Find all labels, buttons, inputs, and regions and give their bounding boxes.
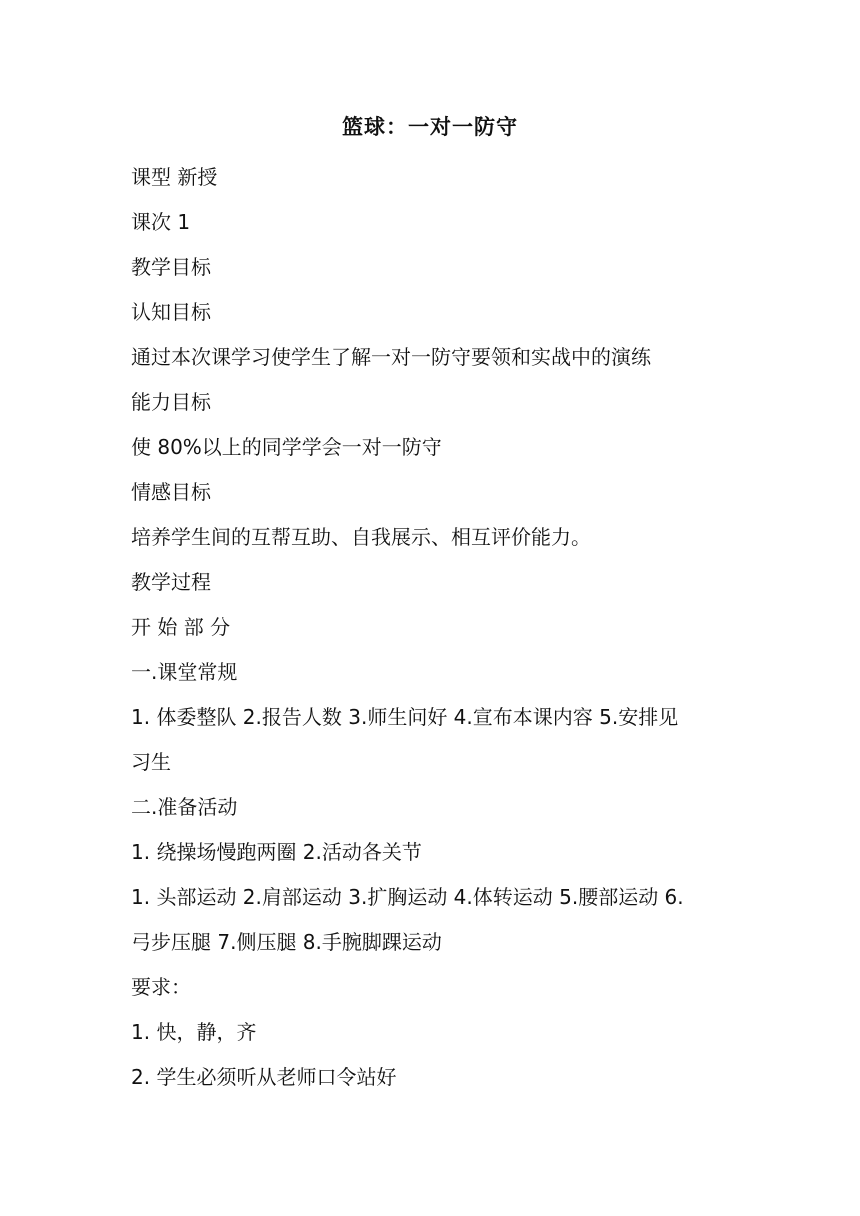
emotional-goal-heading: 情感目标 xyxy=(131,480,211,504)
cognitive-goal-text: 通过本次课学习使学生了解一对一防守要领和实战中的演练 xyxy=(131,345,651,369)
ability-goal-text: 使 80%以上的同学学会一对一防守 xyxy=(131,435,442,459)
teaching-process-heading: 教学过程 xyxy=(131,570,211,594)
class-routine-steps: 1. 体委整队 2.报告人数 3.师生问好 4.宣布本课内容 5.安排见 xyxy=(131,705,679,729)
lesson-type-line: 课型 新授 xyxy=(131,165,218,189)
opening-section-heading: 开 始 部 分 xyxy=(131,615,231,639)
warmup-exercise-steps-continued: 弓步压腿 7.侧压腿 8.手腕脚踝运动 xyxy=(131,930,442,954)
ability-goal-heading: 能力目标 xyxy=(131,390,211,414)
emotional-goal-text: 培养学生间的互帮互助、自我展示、相互评价能力。 xyxy=(131,525,591,549)
document-body xyxy=(131,155,737,1100)
class-routine-steps-continued: 习生 xyxy=(131,750,171,774)
teaching-goals-heading: 教学目标 xyxy=(131,255,211,279)
requirement-item-2: 2. 学生必须听从老师口令站好 xyxy=(131,1065,397,1089)
lesson-number-line: 课次 1 xyxy=(131,210,191,234)
warmup-exercise-steps: 1. 头部运动 2.肩部运动 3.扩胸运动 4.体转运动 5.腰部运动 6. xyxy=(131,885,684,909)
warmup-running-steps: 1. 绕操场慢跑两圈 2.活动各关节 xyxy=(131,840,422,864)
warmup-heading: 二.准备活动 xyxy=(131,795,238,819)
requirements-heading: 要求： xyxy=(131,975,191,999)
cognitive-goal-heading: 认知目标 xyxy=(131,300,211,324)
document-title: 篮球：一对一防守 xyxy=(342,115,518,139)
class-routine-heading: 一.课堂常规 xyxy=(131,660,238,684)
requirement-item-1: 1. 快，静，齐 xyxy=(131,1020,257,1044)
